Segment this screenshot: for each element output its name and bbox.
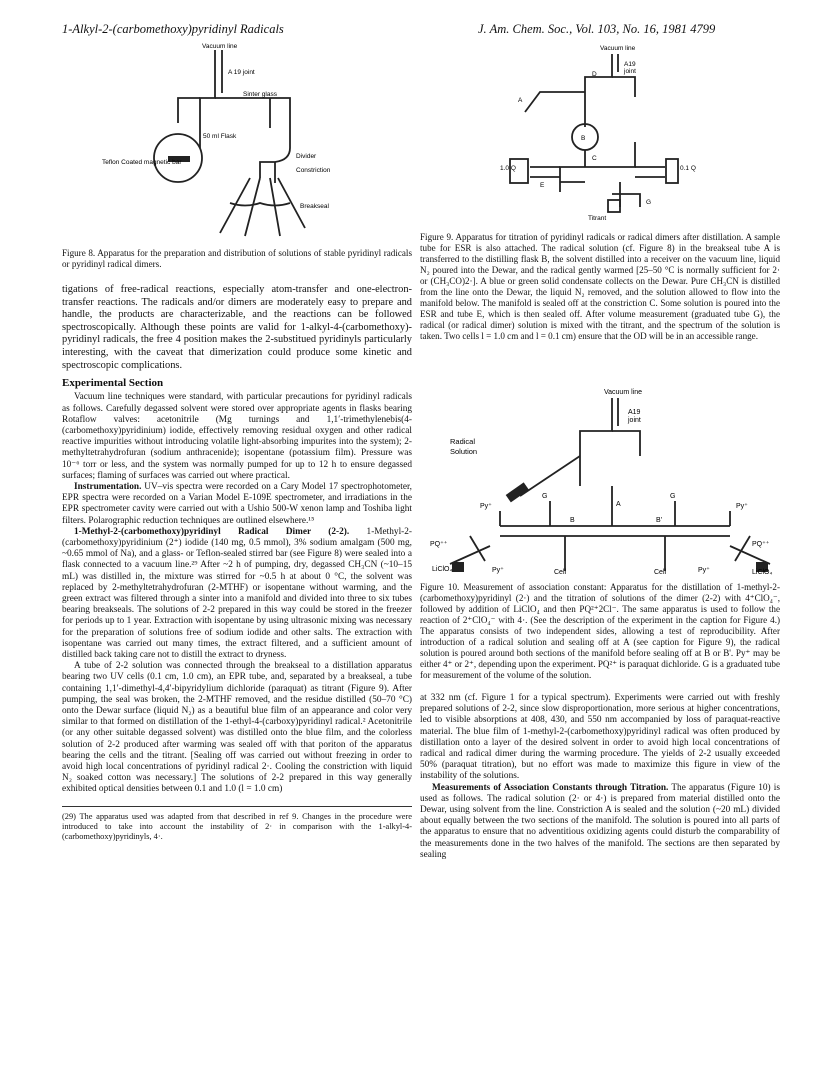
fig8-label-constriction: Constriction [296, 167, 331, 174]
measurement-heading: Measurements of Association Constants through Titration. [432, 782, 669, 793]
fig9-label-c: C [592, 155, 597, 162]
left-column [62, 248, 412, 842]
fig8-label-breakseal: Breakseal [300, 203, 329, 210]
figure-10-apparatus [430, 386, 790, 576]
fig10-label-py-bottom-right: Py⁺ [698, 567, 710, 574]
fig9-label-d: D [592, 71, 597, 78]
fig10-label-solution: Solution [450, 447, 478, 456]
running-header-title: 1-Alkyl-2-(carbomethoxy)pyridinyl Radicals [62, 22, 284, 36]
fig10-label-g-left: G [542, 493, 548, 500]
fig8-label-divider: Divider [296, 153, 317, 160]
fig9-label-b: B [581, 135, 586, 142]
fig8-label-sinter: Sinter glass [243, 91, 277, 98]
fig10-label-py-bottom-left: Py⁺ [492, 567, 504, 574]
fig10-label-liclo4-right: LiClO₄ [752, 569, 773, 576]
fig9-label-left-cell: 1.0 Q [500, 165, 516, 172]
figure-10-caption: Figure 10. Measurement of association constant: Apparatus for the distillation of 1-methyl-2-(carbomethoxy)pyridinyl (2·) and the titration of solutions of the dimer (2-2) with 4⁺ClO₄⁻, followed by addition of LiClO₄ and then PQ²⁺2Cl⁻. The same apparatus is used to follow the reaction of 2⁺ClO₄⁻ with 4·. (See the description of the experiment in the caption for Figure 4.) The apparatus consists of two independent sides, allowing a test of reproducibility. After introduction of a radical solution and sealing off at A (see caption for Figure 9), the radical solution is poured around both sections of the manifold before sealing off at B or B'. Py⁺ may be either 4⁺ or 2⁺, depending upon the experiment. PQ²⁺ is paraquat dichloride. G is a graduated tube for measurement of the volume of the solution. [420, 582, 780, 680]
measurement-paragraph: The apparatus (Figure 10) is used as follows. The radical solution (2· or 4·) is prepared from material distilled onto the Dewar, using solvent from the line. Constriction A is sealed and the solution (~20 mL) divided about equally between the two sections of the manifold. The solution is poured into all parts of the apparatus to ensure that no adventitious oxidizing agents could disturb the comparability of the measurements done in the two halves of the manifold. The sections are then separated by sealing [420, 782, 780, 860]
fig9-label-vacuum: Vacuum line [600, 45, 636, 52]
fig10-label-radical: Radical [450, 437, 476, 446]
fig10-label-py-top-left: Py⁺ [480, 503, 492, 510]
fig10-label-py-top-right: Py⁺ [736, 503, 748, 510]
fig9-label-titrant: Titrant [588, 215, 607, 222]
right-column-top [420, 232, 780, 342]
fig9-label-joint: joint [624, 68, 636, 75]
fig10-label-b-prime: B' [656, 517, 663, 524]
instrumentation-paragraph: UV–vis spectra were recorded on a Cary Model 17 spectrophotometer, EPR spectra were recorded on a Varian Model E-109E spectrometer, and irradiations in the EPR spectrometer cavity were carried out with a Ushio 500-W xenon lamp and Toshiba light filters. Polarographic reduction techniques are outlined elsewhere.¹⁵ [62, 481, 412, 526]
yield-paragraph: at 332 nm (cf. Figure 1 for a typical spectrum). Experiments were carried out with freshly prepared solutions of 2-2, since slow disproportionation, more serious at higher concentrations, led to visible absorptions at 408, 430, and 550 nm accompanied by loss of paraquat-reactive material. The blue film of 1-methyl-2-(carbomethoxy)pyridinyl radical was often produced by distillation onto a layer of the desired solvent in order to avoid high local concentrations of radical and radical dimer during the warming procedure. The yields of 2-2 usually exceeded 50% (paraquat titration), but no effort was made to maximize this figure in view of the instability of the solutions. [420, 693, 780, 782]
fig8-label-joint: A 19 joint [228, 69, 255, 76]
fig8-label-teflon: Teflon Coated magnetic bar [102, 159, 182, 166]
fig9-label-right-cell: 0.1 Q [680, 165, 696, 172]
fig10-label-joint: joint [628, 417, 641, 424]
running-header-journal: J. Am. Chem. Soc., Vol. 103, No. 16, 1981 4799 [478, 22, 716, 36]
vacuum-paragraph: Vacuum line techniques were standard, with particular precautions for pyridinyl radicals as follows. Carefully degassed solvent were stored over appropriate agents in flasks bearing Rotaflow valves: acetonitrile (Mg turnings and 1,1′-trimethylenebis(4-(carbomethoxy)pyridinium) iodide, effectively removing residual oxygen and other radical reactive impurities without introducing volatile light-absorbing impurites into the system); 2-methyltetrahydrofuran (sodium anthracenide); isopentane (potassium film). Pressure was 10⁻⁶ torr or less, and the system was normally pumped for up to 12 h to ensure degassed surfaces; flaming of surfaces was carried out where practical. [62, 392, 412, 481]
dimer-heading: 1-Methyl-2-(carbomethoxy)pyridinyl Radical Dimer (2-2). [74, 526, 350, 537]
fig9-label-a19: A19 [624, 61, 636, 68]
fig8-label-flask: 50 ml Flask [203, 133, 237, 140]
fig10-label-liclo4-left: LiClO₄ [432, 566, 453, 573]
figure-9-apparatus [500, 42, 700, 222]
fig10-label-cell-right: Cell [654, 569, 667, 576]
figure-9-caption: Figure 9. Apparatus for titration of pyridinyl radicals or radical dimers after distillation. A sample tube for ESR is also attached. The radical solution (cf. Figure 8) in the breakseal tube A is transferred to the distilling flask B, the solvent distilled into a receiver on the vacuum line, liquid N₂ poured into the Dewar, and the radical gently warmed [25–50 °C is normally sufficient for 2· or (CH₃CO)2·]. A blue or green solid condensate collects on the Dewar. Pure CH₃CN is distilled from the line onto the Dewar, the liquid N₂ removed, and the solution allowed to flow into the manifold below. The manifold is sealed off at the constriction C. Some solution is poured into the ESR and tube E, which is then sealed off. After volume measurement (graduated tube G), the radical (or radical dimer) solution is mixed with the titrant, and the spectrum of the solution is taken. Two cells l = 1.0 cm and l = 0.1 cm) ensure that the OD will be in an accessible range. [420, 232, 780, 341]
fig10-label-g-right: G [670, 493, 676, 500]
fig9-label-g: G [646, 199, 652, 206]
dimer-paragraph: 1-Methyl-2-(carbomethoxy)pyridinium (2⁺) iodide (140 mg, 0.5 mmol), 3% sodium amalgam (500 mg, ~0.65 mmol of Na), and a glass- or Teflon-sealed stirred bar (see Figure 8) were sealed into a flask connected to a vacuum line.²⁹ After ~2 h of pumping, dry, degassed CH₃CN (~10–15 mL) was distilled in, the mixture was stirred for ~0.5 h at about 0 °C, the solvent was replaced by 2-methyltetrahydrofuran (2-MTHF) or isopentane without warming, and the green extract was filtered through a sinter into a manifold and divided into three to six tubes bearing breakseals. The solutions of 2-2 prepared in this way could be stored in the freezer for periods up to 1 year. Extraction with isopentane by using ultrasonic mixing was necessary for the preparation of solutions free of sodium iodide and other salts. The extraction with isopentane was carried out many times, the extract filtered, and a sufficient amount of distilled back taking care not to distill the extract to dryness. [62, 526, 412, 661]
footnote-29: (29) The apparatus used was adapted from that described in ref 9. Changes in the procedure were introduced to take into account the instability of 2· in comparison with the 1-alkyl-4-(carbomethoxy)pyridinyls, 4·. [62, 806, 412, 842]
fig10-label-vacuum: Vacuum line [604, 389, 643, 396]
intro-paragraph: tigations of free-radical reactions, especially atom-transfer and one-electron-transfer reactions. The radicals and/or dimers are moderately easy to prepare and handle, the products are characterizable, and the reactions can be followed spectroscopically. Although these points are valid for 1-alkyl-4-(carbomethoxy)-pyridinyl radicals, the free 4 position makes the 2-substitued pyridinyls particularly interesting, with the caveat that dimerization could produce some kinetic and spectroscopic complications. [62, 284, 412, 371]
fig8-label-vacuum: Vacuum line [202, 43, 238, 50]
figure-8-caption: Figure 8. Apparatus for the preparation and distribution of solutions of stable pyridinyl radicals or pyridinyl radical dimers. [62, 248, 412, 269]
figure-8-apparatus [100, 38, 360, 238]
instrumentation-heading: Instrumentation. [74, 481, 142, 492]
fig10-label-pq-left: PQ⁺⁺ [430, 541, 448, 548]
fig10-label-pq-right: PQ⁺⁺ [752, 541, 770, 548]
fig10-label-b: B [570, 517, 575, 524]
fig10-label-a19: A19 [628, 409, 641, 416]
distillation-paragraph: A tube of 2-2 solution was connected through the breakseal to a distillation apparatus bearing two UV cells (0.1 cm, 1.0 cm), an EPR tube, and, separated by a breakseal, a tube containing 1,1′-dimethyl-4,4′-bipyridylium dichloride (paraquat) as titrant (Figure 9). After pumping, the seal was broken, the 2-MTHF removed, and the residue distilled (50–70 °C) onto the Dewar surface (liquid N₂) as a beautiful blue film of an appearance and color very similar to that formed on distillation of the 1-ethyl-4-(carboxy)pyridinyl radical.² Acetonitrile (or any other suitable degassed solvent) was distilled onto the blue film, and the colorless solution of 2-2 produced after warming was sealed off with that poriton of the apparatus bearing the cells and the titrant. [Sealing off was carried out without freezing in order to avoid high local concentrations of pyridinyl radical 2·. Cooling the constriction with liquid N₂ soaked cotton was necessary.] The solutions of 2-2 prepared in this way generally exhibited optical densities between 0.1 and 1.0 (l = 1.0 cm) [62, 661, 412, 795]
fig10-label-cell-left: Cell [554, 569, 567, 576]
fig10-label-a: A [616, 501, 621, 508]
fig9-label-a: A [518, 97, 523, 104]
section-heading-experimental: Experimental Section [62, 377, 164, 390]
right-column-bottom [420, 582, 780, 861]
fig9-label-e: E [540, 182, 545, 189]
